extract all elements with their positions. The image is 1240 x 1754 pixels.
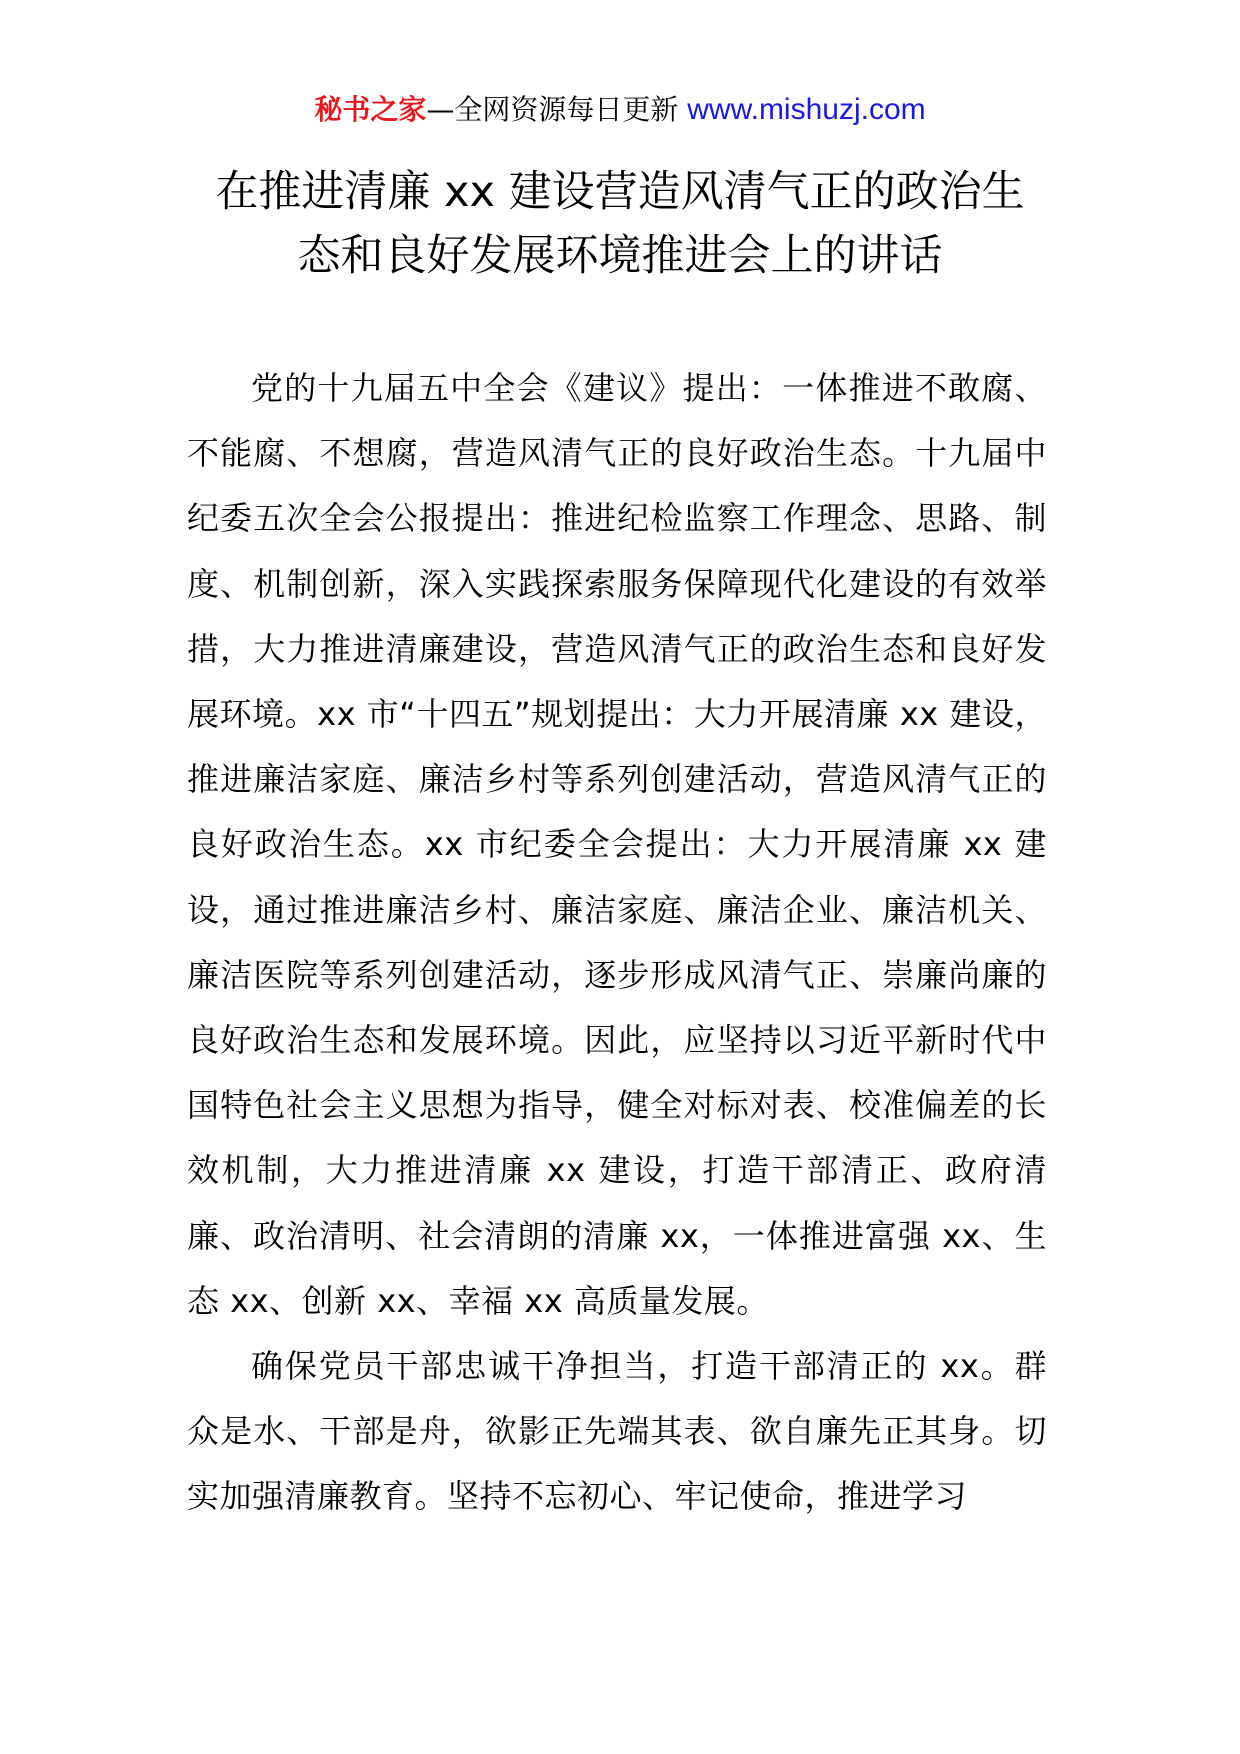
site-url-link[interactable]: www.mishuzj.com: [687, 93, 926, 126]
body-paragraph-2: 确保党员干部忠诚干净担当，打造干部清正的 xx。群众是水、干部是舟，欲影正先端其表、欲自廉先正其身。切实加强清廉教育。坚持不忘初心、牢记使命，推进学习: [187, 1347, 1047, 1516]
brand-name: 秘书之家: [314, 93, 427, 126]
banner-slogan: —全网资源每日更新: [426, 93, 688, 126]
document-title-line-2: 态和良好发展环境推进会上的讲话: [297, 231, 943, 281]
body-paragraph-1: 党的十九届五中全会《建议》提出：一体推进不敢腐、不能腐、不想腐，营造风清气正的良好政治生态。十九届中纪委五次全会公报提出：推进纪检监察工作理念、思路、制度、机制创新，深入实践探索服务保障现代化建设的有效举措，大力推进清廉建设，营造风清气正的政治生态和良好发展环境。xx 市“十四五”规划提出：大力开展清廉 xx 建设，推进廉洁家庭、廉洁乡村等系列创建活动，营造风清气正的良好政治生态。xx 市纪委全会提出：大力开展清廉 xx 建设，通过推进廉洁乡村、廉洁家庭、廉洁企业、廉洁机关、廉洁医院等系列创建活动，逐步形成风清气正、崇廉尚廉的良好政治生态和发展环境。因此，应坚持以习近平新时代中国特色社会主义思想为指导，健全对标对表、校准偏差的长效机制，大力推进清廉 xx 建设，打造干部清正、政府清廉、政治清明、社会清朗的清廉 xx，一体推进富强 xx、生态 xx、创新 xx、幸福 xx 高质量发展。: [187, 369, 1047, 1320]
document-title-line-1: 在推进清廉 xx 建设营造风清气正的政治生: [215, 167, 1025, 217]
document-body: [187, 356, 1047, 1530]
document-title: [170, 160, 1070, 288]
site-banner: [0, 92, 1240, 128]
